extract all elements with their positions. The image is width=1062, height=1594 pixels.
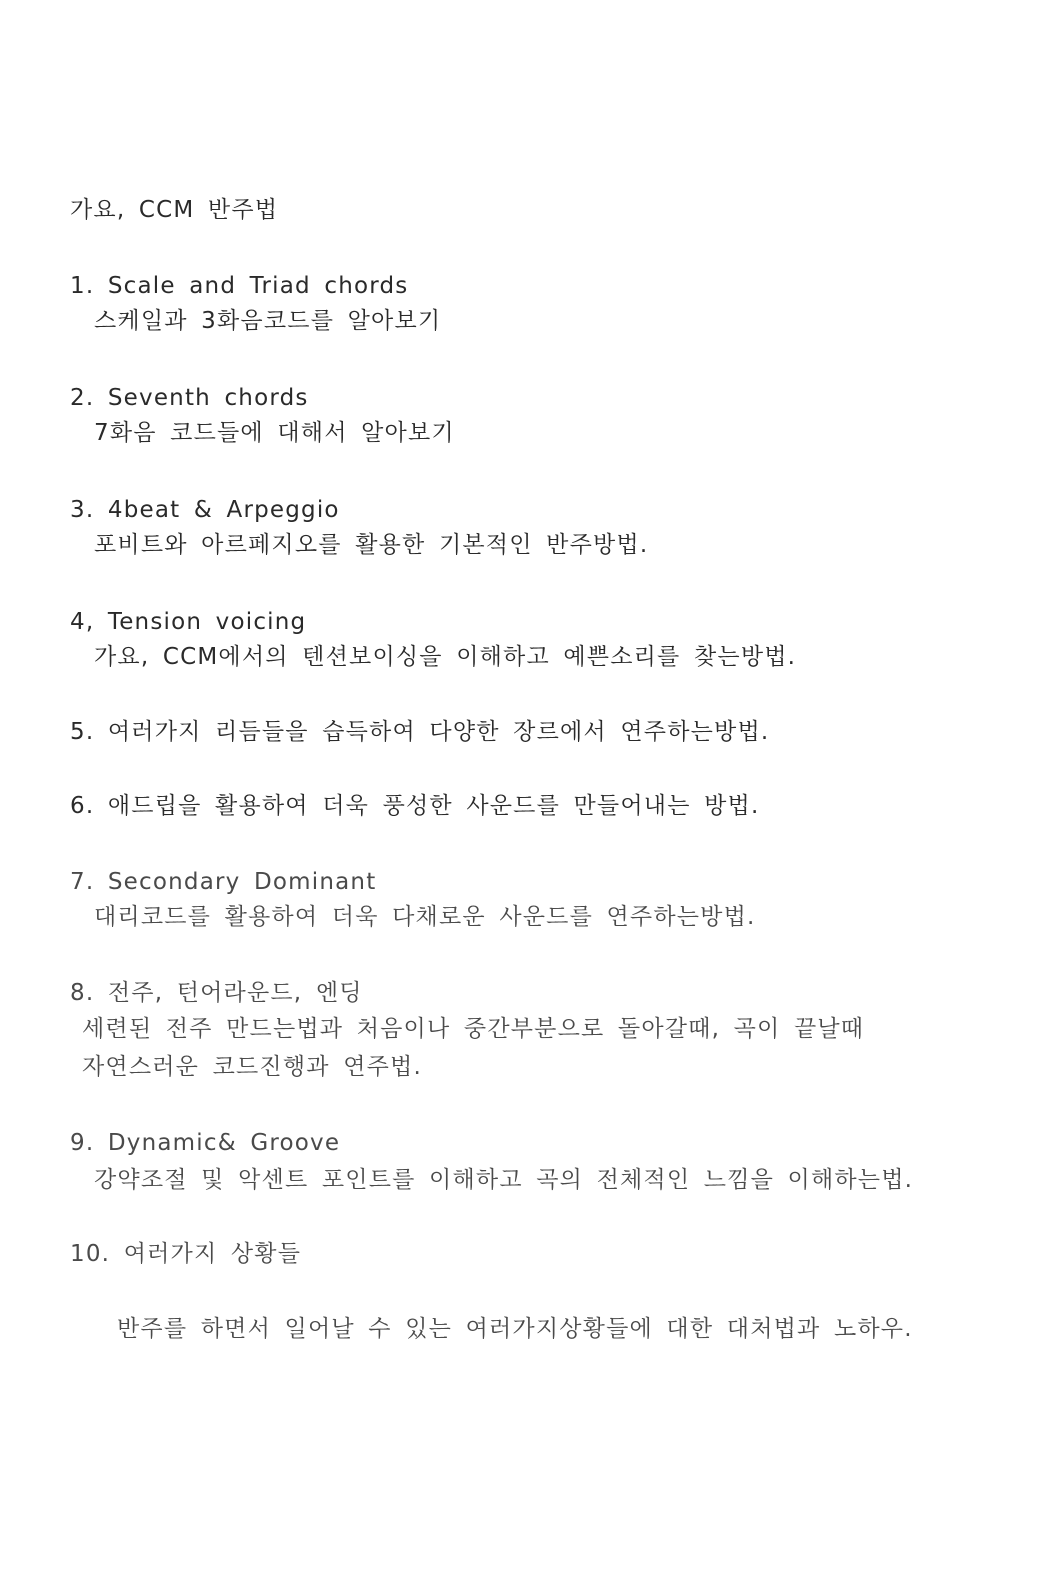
item-9-description: 강약조절 및 악센트 포인트를 이해하고 곡의 전체적인 느낌을 이해하는법. (94, 1167, 914, 1193)
item-3-description: 포비트와 아르페지오를 활용한 기본적인 반주방법. (94, 532, 649, 558)
item-8-heading: 8. 전주, 턴어라운드, 엔딩 (70, 980, 363, 1006)
item-2-description: 7화음 코드들에 대해서 알아보기 (94, 420, 455, 446)
item-3-heading: 3. 4beat & Arpeggio (70, 497, 340, 523)
item-10-description: 반주를 하면서 일어날 수 있는 여러가지상황들에 대한 대처법과 노하우. (117, 1316, 913, 1342)
document-title: 가요, CCM 반주법 (70, 197, 279, 223)
item-7-heading: 7. Secondary Dominant (70, 869, 377, 895)
item-10-heading: 10. 여러가지 상황들 (70, 1241, 302, 1267)
item-2-heading: 2. Seventh chords (70, 385, 309, 411)
item-4-description: 가요, CCM에서의 텐션보이싱을 이해하고 예쁜소리를 찾는방법. (94, 644, 797, 670)
item-7-description: 대리코드를 활용하여 더욱 다채로운 사운드를 연주하는방법. (94, 904, 756, 930)
item-8-description-line-1: 세련된 전주 만드는법과 처음이나 중간부분으로 돌아갈때, 곡이 끝날때 (82, 1016, 865, 1042)
item-5-heading: 5. 여러가지 리듬들을 습득하여 다양한 장르에서 연주하는방법. (70, 719, 770, 745)
item-8-description-line-2: 자연스러운 코드진행과 연주법. (82, 1054, 422, 1080)
item-4-heading: 4, Tension voicing (70, 609, 307, 635)
item-6-heading: 6. 애드립을 활용하여 더욱 풍성한 사운드를 만들어내는 방법. (70, 793, 760, 819)
item-9-heading: 9. Dynamic& Groove (70, 1130, 341, 1156)
item-1-description: 스케일과 3화음코드를 알아보기 (94, 308, 442, 334)
item-1-heading: 1. Scale and Triad chords (70, 273, 409, 299)
